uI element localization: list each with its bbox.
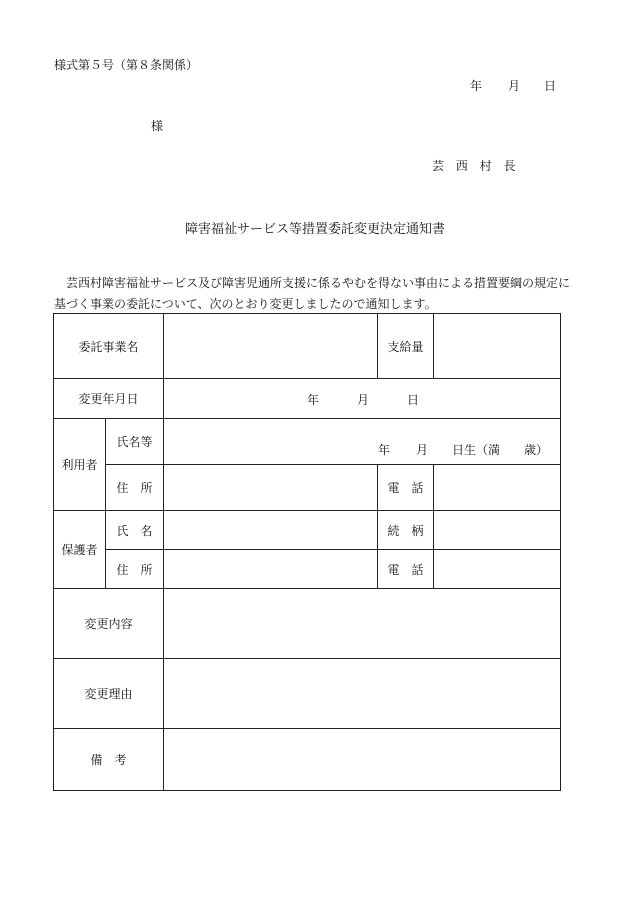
supply-amount-label: 支給量 — [378, 314, 434, 379]
table-row — [54, 729, 561, 791]
service-provider-value — [164, 314, 378, 379]
change-reason-value — [164, 659, 561, 729]
guardian-address-value — [164, 550, 378, 589]
user-address-value — [164, 465, 378, 511]
document-title: 障害福祉サービス等措置委託変更決定通知書 — [184, 222, 445, 237]
change-date-day: 日 — [407, 392, 420, 407]
user-name-label: 氏名等 — [106, 419, 164, 465]
birth-month: 月 — [416, 443, 429, 457]
change-date-label: 変更年月日 — [54, 379, 164, 419]
guardian-name-label: 氏 名 — [106, 511, 164, 550]
birth-year: 年 — [378, 443, 391, 457]
guardian-label: 保護者 — [54, 511, 106, 589]
guardian-name-value — [164, 511, 378, 550]
user-label: 利用者 — [54, 419, 106, 511]
change-content-label: 変更内容 — [54, 589, 164, 659]
table-row — [54, 314, 561, 379]
user-address-label: 住 所 — [106, 465, 164, 511]
age: 歳） — [524, 443, 549, 457]
relationship-label: 続 柄 — [378, 511, 434, 550]
table-row — [54, 419, 561, 465]
addressee-suffix: 様 — [151, 119, 164, 133]
table-row — [54, 659, 561, 729]
change-content-value — [164, 589, 561, 659]
guardian-phone-value — [434, 550, 561, 589]
change-reason-label: 変更理由 — [54, 659, 164, 729]
service-provider-label: 委託事業名 — [54, 314, 164, 379]
form-number: 様式第５号（第８条関係） — [54, 58, 199, 72]
table-row — [54, 511, 561, 550]
issue-date-day: 日 — [544, 79, 557, 93]
guardian-phone-label: 電 話 — [378, 550, 434, 589]
remarks-value — [164, 729, 561, 791]
user-phone-label: 電 話 — [378, 465, 434, 511]
issue-date-month: 月 — [508, 79, 521, 93]
change-date-value — [164, 379, 561, 419]
change-date-month: 月 — [357, 392, 370, 407]
body-text: 芸西村障害福祉サービス及び障害児通所支援に係るやむを得ない事由による措置要綱の規定に基づく事業の委託について、次のとおり変更しましたので通知します。 — [54, 276, 571, 311]
birth-day: 日生（満 — [452, 443, 501, 457]
table-row — [54, 465, 561, 511]
supply-amount-value — [434, 314, 561, 379]
relationship-value — [434, 511, 561, 550]
user-phone-value — [434, 465, 561, 511]
table-row — [54, 379, 561, 419]
issuer: 芸 西 村 長 — [432, 159, 520, 173]
table-row — [54, 589, 561, 659]
remarks-label: 備 考 — [54, 729, 164, 791]
guardian-address-label: 住 所 — [106, 550, 164, 589]
issue-date-year: 年 — [470, 79, 483, 93]
birth-date — [378, 441, 548, 458]
table-row — [54, 550, 561, 589]
change-date-year: 年 — [307, 392, 320, 407]
user-name-value — [164, 419, 561, 465]
notice-table — [53, 313, 561, 791]
